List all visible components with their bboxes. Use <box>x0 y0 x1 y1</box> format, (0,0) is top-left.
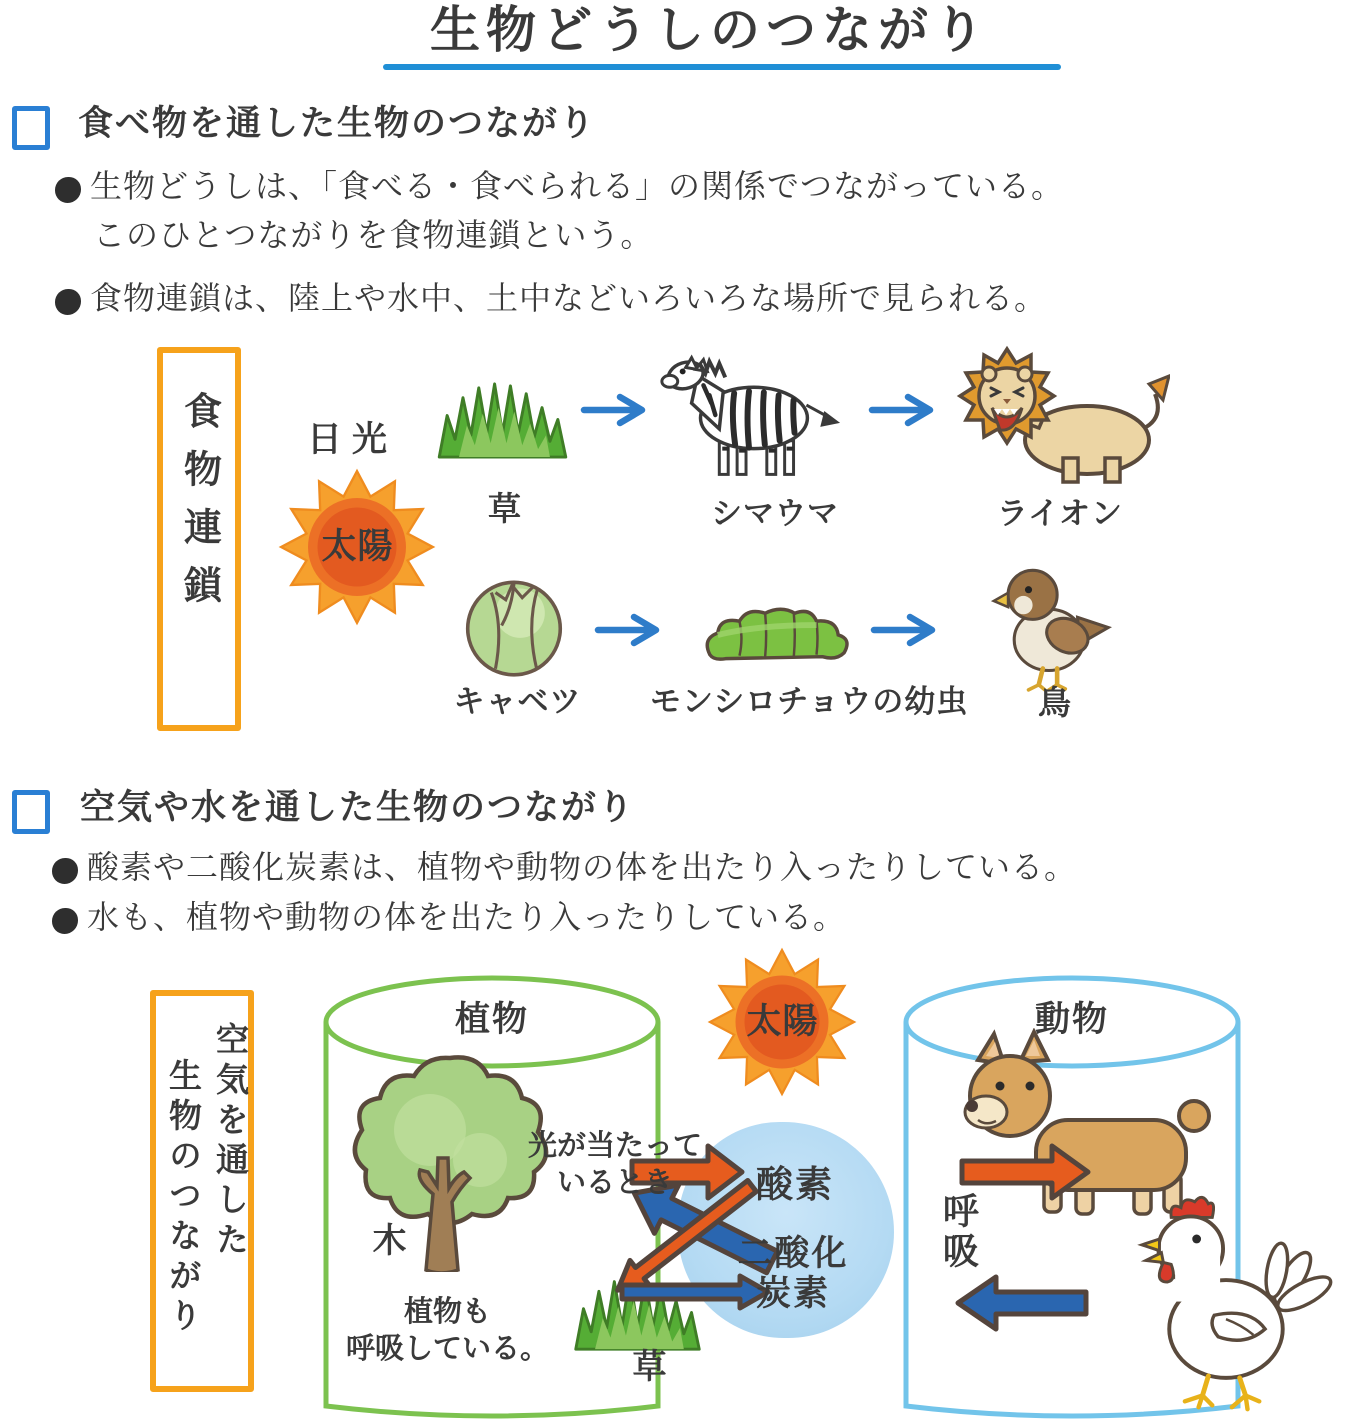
air-bullet-2: 水も、植物や動物の体を出たり入ったりしている。 <box>87 899 847 935</box>
light-note-line-1: 光が当たって <box>527 1130 702 1162</box>
chain-arrow-icon <box>868 610 948 650</box>
checkbox-icon <box>12 106 50 150</box>
bullet-icon <box>55 177 81 203</box>
light-note-line-2: いるとき <box>556 1167 673 1200</box>
grass-label: 草 <box>632 1348 668 1386</box>
caterpillar-illustration <box>698 597 856 667</box>
air-section-heading: 空気や水を通した生物のつながり <box>80 788 636 827</box>
oxygen-label: 酸素 <box>756 1164 834 1205</box>
bullet-icon <box>55 289 81 315</box>
bird-label: 鳥 <box>1038 684 1072 721</box>
plant-respiration-line-2: 呼吸している。 <box>345 1333 549 1366</box>
tree-label: 木 <box>372 1222 408 1260</box>
frame-label-column-2: 生物のつながり <box>165 1058 202 1338</box>
co2-label-line2: 炭素 <box>755 1274 830 1313</box>
air-diagram-frame-label <box>156 1022 254 1372</box>
sun-label: 太陽 <box>321 527 394 566</box>
cabbage-illustration <box>452 572 577 680</box>
light-note <box>495 1128 735 1202</box>
plants-label: 植物 <box>454 1000 529 1039</box>
sun-label: 太陽 <box>746 1002 819 1041</box>
bullet-icon <box>52 908 78 934</box>
oxygen-to-animals-arrow <box>962 1146 1088 1198</box>
food-chain-frame <box>157 347 241 731</box>
lion-illustration <box>945 338 1170 488</box>
air-diagram-frame <box>150 990 254 1392</box>
frame-label-column-1: 空気を通した <box>212 1022 249 1262</box>
chain-arrow-icon <box>866 390 946 430</box>
lion-label: ライオン <box>996 496 1124 531</box>
food-bullet-2: 食物連鎖は、陸上や水中、土中などいろいろな場所で見られる。 <box>90 280 1048 316</box>
food-bullet-1-line-2: このひとつながりを食物連鎖という。 <box>93 217 654 253</box>
grass-label: 草 <box>488 490 522 527</box>
zebra-label: シマウマ <box>711 496 839 531</box>
food-section-heading: 食べ物を通した生物のつながり <box>78 104 597 143</box>
page-title: 生物どうしのつながり <box>430 2 990 58</box>
grass-illustration <box>430 378 575 462</box>
chicken-illustration <box>1118 1192 1333 1417</box>
zebra-illustration <box>650 345 848 485</box>
plant-respiration-line-1: 植物も <box>403 1296 491 1328</box>
co2-from-animals-arrow <box>958 1277 1086 1329</box>
food-chain-frame-label: 食物連鎖 <box>177 391 220 623</box>
bird-illustration <box>985 556 1117 694</box>
respiration-label: 呼吸 <box>938 1192 980 1272</box>
chain-arrow-icon <box>578 390 658 430</box>
caterpillar-label: モンシロチョウの幼虫 <box>650 684 969 719</box>
animals-label: 動物 <box>1034 1000 1109 1039</box>
air-bullet-1: 酸素や二酸化炭素は、植物や動物の体を出たり入ったりしている。 <box>87 849 1078 885</box>
sunlight-label: 日光 <box>307 420 398 459</box>
plant-respiration-note <box>340 1294 555 1368</box>
title-underline <box>383 64 1061 70</box>
cabbage-label: キャベツ <box>453 684 582 719</box>
bullet-icon <box>52 858 78 884</box>
food-bullet-1-line-1: 生物どうしは、「食べる・食べられる」の関係でつながっている。 <box>90 168 1065 204</box>
checkbox-icon <box>12 790 50 834</box>
co2-label-line1: 二酸化 <box>737 1234 849 1273</box>
chain-arrow-icon <box>592 610 672 650</box>
